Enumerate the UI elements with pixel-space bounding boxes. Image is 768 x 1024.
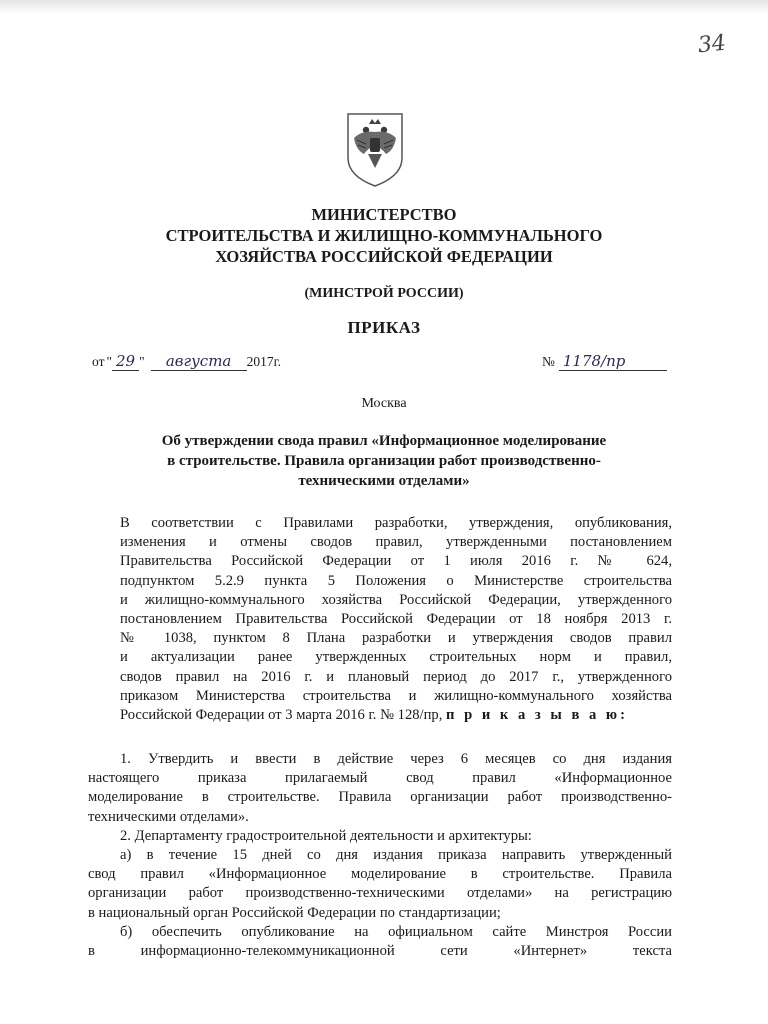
subject-line: техническими отделами» xyxy=(298,473,470,489)
item-line: моделирование в строительстве. Правила организации работ производственно- xyxy=(88,789,672,806)
preamble-paragraph xyxy=(88,514,672,725)
ministry-line: МИНИСТЕРСТВО xyxy=(311,205,457,224)
item-line: в информационно-телекоммуникационной сети «Интернет» текста xyxy=(88,943,672,960)
item-line: организации работ производственно-техническими отделами» на регистрацию xyxy=(88,885,672,902)
order-items xyxy=(88,750,672,961)
number-value: 1178/пр xyxy=(559,352,667,371)
preamble-line: Правительства Российской Федерации от 1 июля 2016 г. № 624, xyxy=(120,553,672,570)
scan-edge-shadow xyxy=(0,0,768,14)
date-year-suffix: г. xyxy=(273,354,281,369)
handwritten-page-number: 34 xyxy=(696,30,728,59)
preamble-line: постановлением Правительства Российской Федерации от 18 ноября 2013 г. xyxy=(120,611,672,628)
preamble-line: В соответствии с Правилами разработки, утверждения, опубликования, xyxy=(120,515,672,531)
coat-of-arms-emblem xyxy=(344,110,406,188)
preamble-line: сводов правил на 2016 г. и плановый период до 2017 г., утвержденного xyxy=(120,668,672,685)
preamble-last-line xyxy=(88,706,672,725)
preamble-line: и актуализации ранее утвержденных строительных норм и правил, xyxy=(120,649,672,666)
preamble-line: № 1038, пунктом 8 Плана разработки и утверждения сводов правил xyxy=(120,630,672,647)
preamble-line: приказом Министерства строительства и жилищно-коммунального хозяйства xyxy=(120,687,672,704)
preamble-line: изменения и отмены сводов правил, утвержденными постановлением xyxy=(120,534,672,551)
ministry-short-name: (МИНСТРОЙ РОССИИ) xyxy=(304,286,464,301)
item-line: 2. Департаменту градостроительной деятельности и архитектуры: xyxy=(120,827,532,844)
order-number xyxy=(542,352,667,371)
subject-line: в строительстве. Правила организации работ производственно- xyxy=(167,453,601,469)
subject-line: Об утверждении свода правил «Информационное моделирование xyxy=(161,433,607,449)
city: Москва xyxy=(361,396,407,411)
preamble-line: Российской Федерации от 3 марта 2016 г. № 128/пр, xyxy=(120,707,443,724)
item-line: 1. Утвердить и ввести в действие через 6 месяцев со дня издания xyxy=(120,751,672,767)
preamble-line: и жилищно-коммунального хозяйства Российской Федерации, утвержденного xyxy=(120,591,672,608)
ministry-line: ХОЗЯЙСТВА РОССИЙСКОЙ ФЕДЕРАЦИИ xyxy=(215,247,553,266)
ministry-name xyxy=(0,204,768,267)
preamble-line: подпунктом 5.2.9 пункта 5 Положения о Министерстве строительства xyxy=(120,572,672,589)
date-month: августа xyxy=(151,352,247,371)
order-word: п р и к а з ы в а ю: xyxy=(446,707,628,724)
item-line: а) в течение 15 дней со дня издания приказа направить утвержденный xyxy=(120,847,672,864)
number-prefix: № xyxy=(542,354,555,369)
date-prefix: от xyxy=(92,354,105,369)
date-day: 29 xyxy=(112,352,139,371)
document-type-title: ПРИКАЗ xyxy=(347,318,421,337)
date-year: 2017 xyxy=(246,354,274,369)
item-line: свод правил «Информационное моделирование в строительстве. Правила xyxy=(88,866,672,883)
item-line: техническими отделами». xyxy=(88,808,249,825)
order-subject xyxy=(0,431,768,491)
ministry-line: СТРОИТЕЛЬСТВА И ЖИЛИЩНО-КОММУНАЛЬНОГО xyxy=(165,226,603,245)
order-date: от " 29 " августа 2017 г. xyxy=(92,352,281,370)
item-line: в национальный орган Российской Федерации по стандартизации; xyxy=(88,904,501,921)
item-line: б) обеспечить опубликование на официальном сайте Минстроя России xyxy=(120,923,672,940)
item-line: настоящего приказа прилагаемый свод правил «Информационное xyxy=(88,770,672,787)
